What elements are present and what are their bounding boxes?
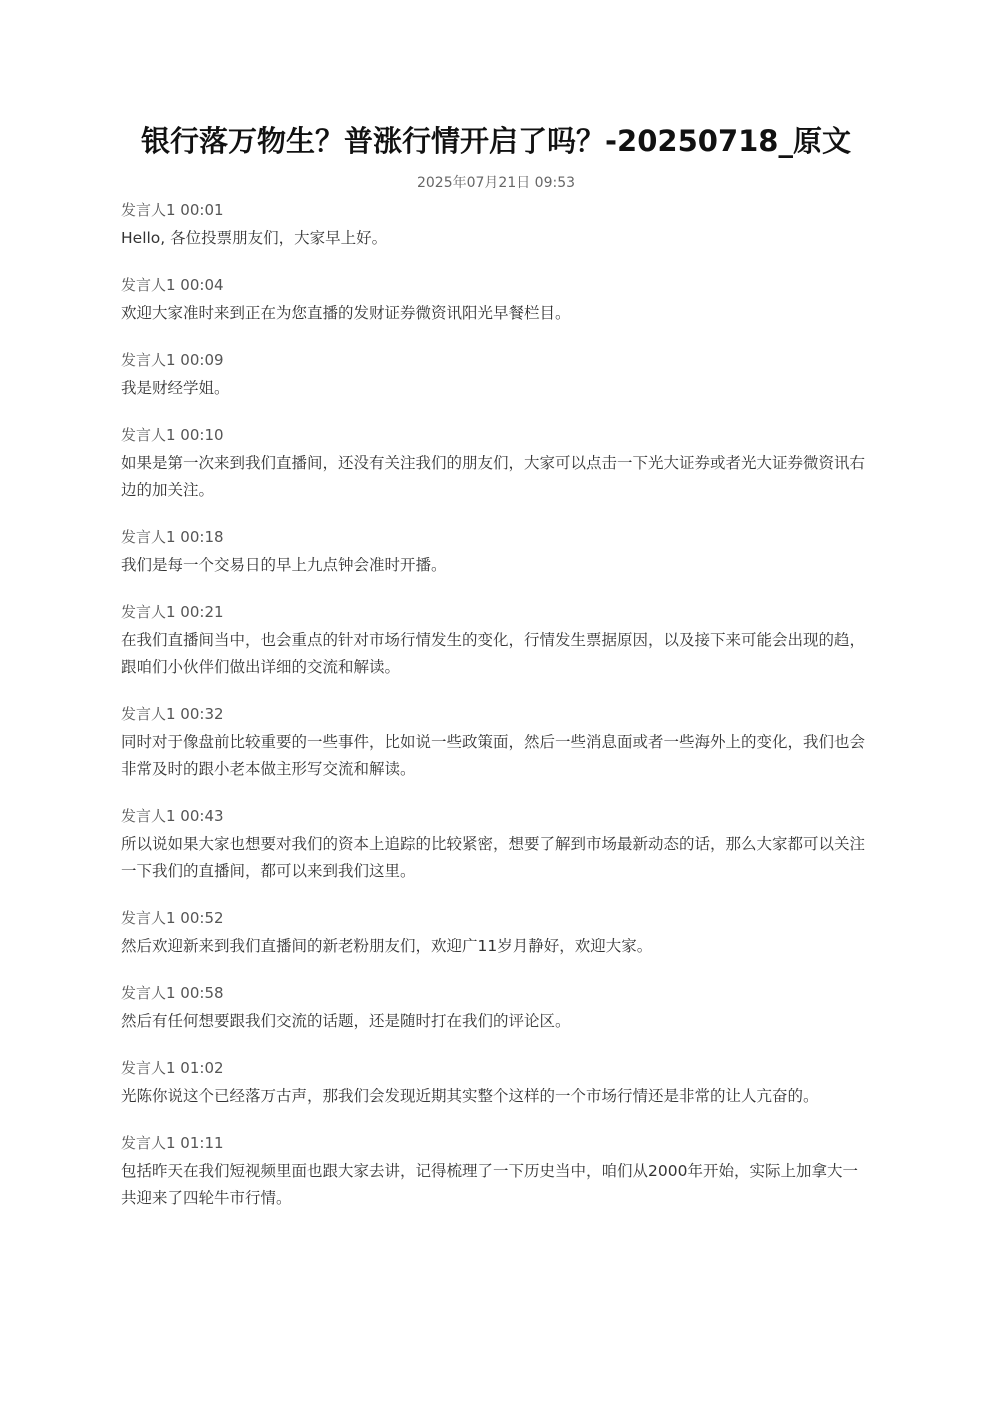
transcript-entry [121, 908, 873, 960]
document-date: 2025年07月21日 09:53 [416, 175, 576, 191]
transcript-entry [121, 1058, 873, 1110]
speaker-timestamp: 发言人1 00:01 [121, 201, 224, 219]
speaker-timestamp: 发言人1 00:21 [121, 603, 224, 621]
document-title: 银行落万物生？普涨行情开启了吗？-20250718_原文 [141, 124, 851, 158]
transcript-entry [121, 806, 873, 885]
transcript-entry [121, 275, 873, 327]
speech-text: 我们是每一个交易日的早上九点钟会准时开播。 [121, 556, 447, 574]
speech-text: 然后欢迎新来到我们直播间的新老粉朋友们，欢迎广11岁月静好，欢迎大家。 [121, 937, 653, 955]
speech-text: 然后有任何想要跟我们交流的话题，还是随时打在我们的评论区。 [121, 1012, 571, 1030]
speaker-timestamp: 发言人1 00:09 [121, 351, 224, 369]
speech-text: Hello, 各位投票朋友们，大家早上好。 [121, 229, 388, 247]
speaker-timestamp: 发言人1 01:11 [121, 1134, 224, 1152]
speech-text: 同时对于像盘前比较重要的一些事件，比如说一些政策面，然后一些消息面或者一些海外上的变化，我们也会非常及时的跟小老本做主形写交流和解读。 [121, 733, 866, 778]
speech-text: 所以说如果大家也想要对我们的资本上追踪的比较紧密，想要了解到市场最新动态的话，那么大家都可以关注一下我们的直播间，都可以来到我们这里。 [121, 835, 866, 880]
speech-text: 欢迎大家准时来到正在为您直播的发财证券微资讯阳光早餐栏目。 [121, 304, 571, 322]
transcript [121, 200, 873, 1235]
speech-text: 在我们直播间当中，也会重点的针对市场行情发生的变化，行情发生票据原因，以及接下来可能会出现的趋，跟咱们小伙伴们做出详细的交流和解读。 [121, 631, 866, 676]
speech-text: 如果是第一次来到我们直播间，还没有关注我们的朋友们，大家可以点击一下光大证券或者光大证券微资讯右边的加关注。 [121, 454, 866, 499]
transcript-entry [121, 983, 873, 1035]
transcript-entry [121, 200, 873, 252]
speech-text: 我是财经学姐。 [121, 379, 230, 397]
speaker-timestamp: 发言人1 00:32 [121, 705, 224, 723]
speaker-timestamp: 发言人1 00:18 [121, 528, 224, 546]
speech-text: 包括昨天在我们短视频里面也跟大家去讲，记得梳理了一下历史当中，咱们从2000年开始，实际上加拿大一共迎来了四轮牛市行情。 [121, 1162, 858, 1207]
speaker-timestamp: 发言人1 00:04 [121, 276, 224, 294]
transcript-entry [121, 602, 873, 681]
transcript-entry [121, 425, 873, 504]
speech-text: 光陈你说这个已经落万古声，那我们会发现近期其实整个这样的一个市场行情还是非常的让人亢奋的。 [121, 1087, 819, 1105]
speaker-timestamp: 发言人1 00:52 [121, 909, 224, 927]
transcript-entry [121, 350, 873, 402]
transcript-entry [121, 1133, 873, 1212]
transcript-entry [121, 527, 873, 579]
speaker-timestamp: 发言人1 00:10 [121, 426, 224, 444]
speaker-timestamp: 发言人1 00:58 [121, 984, 224, 1002]
speaker-timestamp: 发言人1 01:02 [121, 1059, 224, 1077]
transcript-entry [121, 704, 873, 783]
speaker-timestamp: 发言人1 00:43 [121, 807, 224, 825]
